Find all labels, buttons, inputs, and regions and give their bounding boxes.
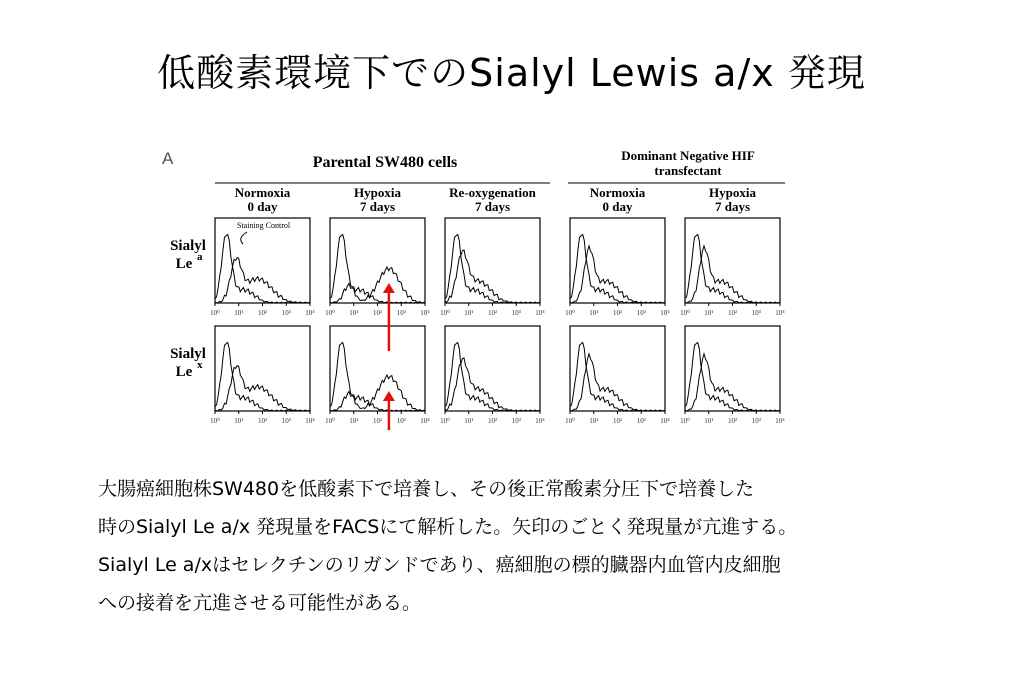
x-tick-label: 10⁴: [535, 309, 545, 317]
staining-control-curve: [445, 343, 540, 412]
x-tick-label: 10⁴: [305, 417, 315, 425]
x-tick-label: 10¹: [589, 417, 599, 425]
x-tick-label: 10¹: [234, 417, 244, 425]
sample-curve: [445, 250, 540, 303]
sample-curve: [685, 246, 780, 303]
x-tick-label: 10¹: [349, 309, 359, 317]
staining-control-pointer: [241, 232, 247, 244]
staining-control-label: Staining Control: [237, 221, 291, 230]
histogram-frame: [215, 326, 310, 411]
x-tick-label: 10⁰: [210, 417, 220, 425]
caption: [98, 470, 978, 622]
column-header: Re-oxygenation: [449, 185, 536, 200]
x-tick-label: 10²: [257, 417, 268, 425]
x-tick-label: 10³: [636, 309, 646, 317]
sample-curve: [570, 354, 665, 411]
x-tick-label: 10⁰: [325, 309, 335, 317]
histogram-frame: [685, 218, 780, 303]
facs-figure: [160, 140, 800, 430]
x-tick-label: 10⁴: [660, 309, 670, 317]
x-tick-label: 10¹: [704, 309, 714, 317]
red-arrow-head: [383, 283, 395, 293]
staining-control-curve: [215, 235, 310, 304]
group-dn-title-2: transfectant: [654, 163, 722, 178]
x-tick-label: 10³: [281, 309, 291, 317]
x-tick-label: 10¹: [464, 309, 474, 317]
column-header: Normoxia: [234, 185, 291, 200]
x-tick-label: 10⁰: [680, 417, 690, 425]
facs-histogram-panel: [160, 140, 800, 430]
sample-curve: [330, 375, 425, 411]
x-tick-label: 10³: [281, 417, 291, 425]
x-tick-label: 10⁴: [305, 309, 315, 317]
column-header-sub: 0 day: [247, 199, 278, 214]
x-tick-label: 10³: [396, 417, 406, 425]
red-arrow-head: [383, 391, 395, 401]
staining-control-curve: [330, 343, 425, 412]
column-header-sub: 7 days: [359, 199, 396, 214]
caption-line-3: Sialyl Le a/xはセレクチンのリガンドであり、癌細胞の標的臓器内血管内皮細胞: [98, 554, 781, 576]
sample-curve: [215, 258, 310, 303]
column-header: Hypoxia: [709, 185, 756, 200]
x-tick-label: 10¹: [589, 309, 599, 317]
caption-line-2: 時のSialyl Le a/x 発現量をFACSにて解析した。矢印のごとく発現量が亢進する。: [98, 516, 798, 538]
row-label: Sialyl: [170, 238, 206, 254]
x-tick-label: 10³: [751, 309, 761, 317]
x-tick-label: 10⁴: [775, 309, 785, 317]
group-dn-title-1: Dominant Negative HIF: [621, 148, 755, 163]
column-header: Normoxia: [589, 185, 646, 200]
caption-line-4: への接着を亢進させる可能性がある。: [98, 592, 422, 614]
x-tick-label: 10⁰: [440, 417, 450, 425]
column-header-sub: 7 days: [474, 199, 511, 214]
x-tick-label: 10⁴: [660, 417, 670, 425]
x-tick-label: 10²: [257, 309, 268, 317]
row-label-superscript: x: [197, 359, 203, 371]
x-tick-label: 10²: [612, 309, 623, 317]
sample-curve: [330, 267, 425, 303]
histogram-frame: [685, 326, 780, 411]
x-tick-label: 10¹: [704, 417, 714, 425]
column-header-sub: 0 day: [602, 199, 633, 214]
x-tick-label: 10⁰: [565, 417, 575, 425]
row-label-sub: Le: [175, 364, 193, 380]
x-tick-label: 10³: [396, 309, 406, 317]
x-tick-label: 10⁰: [680, 309, 690, 317]
x-tick-label: 10³: [511, 309, 521, 317]
x-tick-label: 10²: [727, 309, 738, 317]
x-tick-label: 10⁴: [535, 417, 545, 425]
x-tick-label: 10³: [751, 417, 761, 425]
staining-control-curve: [330, 235, 425, 304]
x-tick-label: 10³: [511, 417, 521, 425]
x-tick-label: 10⁴: [420, 309, 430, 317]
group-parental-title: Parental SW480 cells: [312, 154, 458, 171]
histogram-frame: [570, 326, 665, 411]
x-tick-label: 10⁰: [440, 309, 450, 317]
x-tick-label: 10¹: [349, 417, 359, 425]
staining-control-curve: [215, 343, 310, 412]
x-tick-label: 10⁰: [210, 309, 220, 317]
sample-curve: [685, 354, 780, 411]
x-tick-label: 10⁰: [565, 309, 575, 317]
staining-control-curve: [445, 235, 540, 304]
row-label-superscript: a: [197, 251, 203, 263]
x-tick-label: 10³: [636, 417, 646, 425]
column-header-sub: 7 days: [714, 199, 751, 214]
panel-label: A: [162, 149, 174, 168]
slide-title: 低酸素環境下でのSialyl Lewis a/x 発現: [157, 51, 866, 95]
sample-curve: [215, 366, 310, 411]
x-tick-label: 10²: [372, 309, 383, 317]
sample-curve: [570, 246, 665, 303]
histogram-frame: [215, 218, 310, 303]
x-tick-label: 10²: [372, 417, 383, 425]
x-tick-label: 10¹: [234, 309, 244, 317]
x-tick-label: 10¹: [464, 417, 474, 425]
sample-curve: [445, 358, 540, 411]
row-label: Sialyl: [170, 346, 206, 362]
column-header: Hypoxia: [354, 185, 401, 200]
row-label-sub: Le: [175, 256, 193, 272]
caption-line-1: 大腸癌細胞株SW480を低酸素下で培養し、その後正常酸素分圧下で培養した: [98, 478, 755, 500]
x-tick-label: 10⁴: [775, 417, 785, 425]
x-tick-label: 10²: [612, 417, 623, 425]
x-tick-label: 10⁴: [420, 417, 430, 425]
x-tick-label: 10²: [487, 309, 498, 317]
x-tick-label: 10²: [487, 417, 498, 425]
x-tick-label: 10⁰: [325, 417, 335, 425]
x-tick-label: 10²: [727, 417, 738, 425]
histogram-frame: [570, 218, 665, 303]
